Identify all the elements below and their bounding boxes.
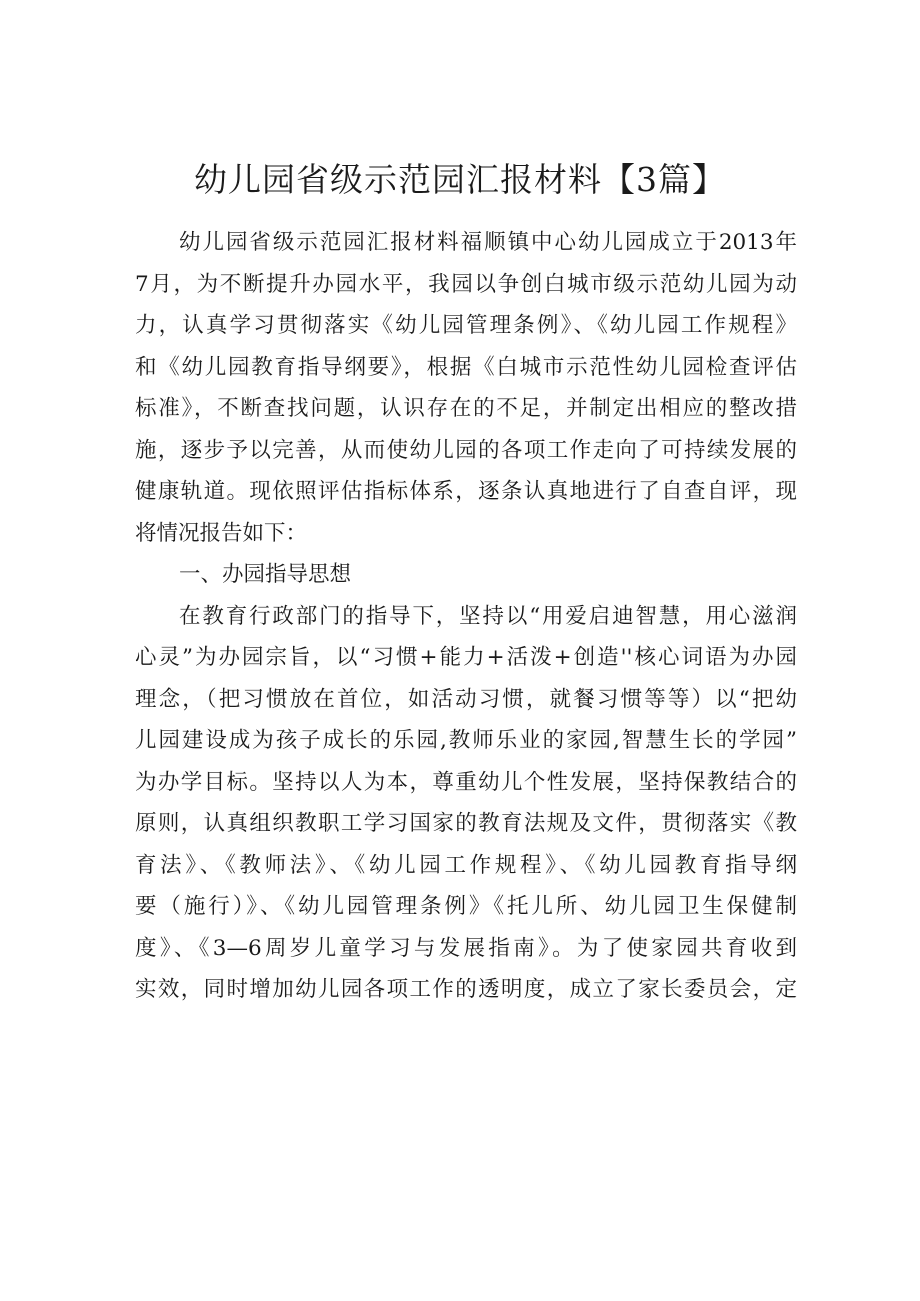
body-line: 实效，同时增加幼儿园各项工作的透明度，成立了家长委员会，定 <box>135 977 797 1002</box>
body-line: 力，认真学习贯彻落实《幼儿园管理条例》、《幼儿园工作规程》 <box>135 313 797 338</box>
body-line: 儿园建设成为孩子成长的乐园,教师乐业的家园,智慧生长的学园” <box>135 728 797 753</box>
body-line: 为办学目标。坚持以人为本，尊重幼儿个性发展，坚持保教结合的 <box>135 769 797 795</box>
body-line: 原则，认真组织教职工学习国家的教育法规及文件，贯彻落实《教 <box>135 811 797 836</box>
document-body <box>135 222 797 1011</box>
body-line: 度》、《3—6周岁儿童学习与发展指南》。为了使家园共育收到 <box>135 935 797 961</box>
body-line: 要（施行）》、《幼儿园管理条例》《托儿所、幼儿园卫生保健制 <box>135 894 797 919</box>
body-line: 心灵”为办园宗旨，以“习惯+能力+活泼+创造''核心词语为办园 <box>135 645 797 670</box>
body-line: 在教育行政部门的指导下，坚持以“用爱启迪智慧，用心滋润 <box>179 603 797 629</box>
body-line: 和《幼儿园教育指导纲要》，根据《白城市示范性幼儿园检查评估 <box>135 354 797 380</box>
document-title: 幼儿园省级示范园汇报材料【3篇】 <box>194 160 726 199</box>
body-line: 健康轨道。现依照评估指标体系，逐条认真地进行了自查自评，现 <box>135 479 797 504</box>
body-line: 幼儿园省级示范园汇报材料福顺镇中心幼儿园成立于2013年 <box>179 230 797 255</box>
body-line: 育法》、《教师法》、《幼儿园工作规程》、《幼儿园教育指导纲 <box>135 852 797 878</box>
body-line: 施，逐步予以完善，从而使幼儿园的各项工作走向了可持续发展的 <box>135 437 797 463</box>
body-line: 将情况报告如下： <box>135 520 308 546</box>
body-line: 理念，（把习惯放在首位，如活动习惯，就餐习惯等等）以“把幼 <box>135 686 797 712</box>
body-line: 7月，为不断提升办园水平，我园以争创白城市级示范幼儿园为动 <box>135 271 797 297</box>
body-line: 一、办园指导思想 <box>179 562 352 587</box>
body-line: 标准》，不断查找问题，认识存在的不足，并制定出相应的整改措 <box>135 396 797 421</box>
